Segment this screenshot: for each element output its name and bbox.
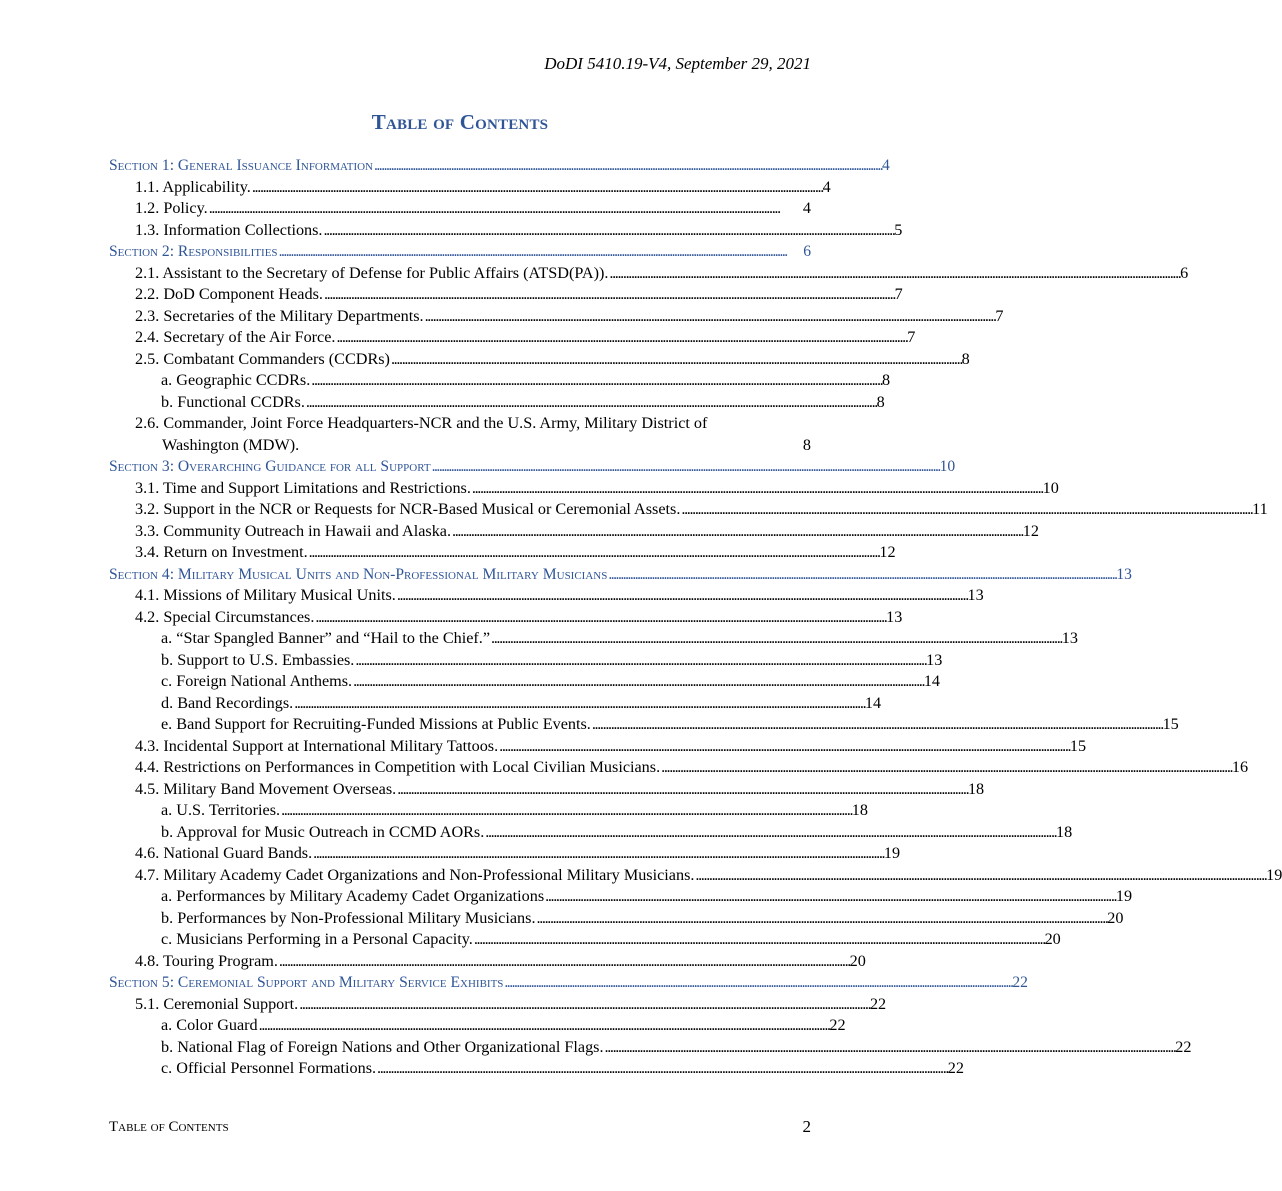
toc-entry-text: 2.5. Combatant Commanders (CCDRs) (135, 349, 390, 368)
toc-entry-text: 1.1. Applicability. (135, 177, 251, 196)
dot-leader (425, 306, 995, 328)
toc-entry-text: 2.4. Secretary of the Air Force. (135, 328, 336, 346)
toc-entry-text: 3.1. Time and Support Limitations and Restrictions. (135, 478, 471, 497)
toc-section-entry[interactable] (109, 564, 1132, 586)
toc-page-number: 15 (1162, 715, 1179, 733)
toc-page-number: 4 (802, 199, 811, 217)
toc-entry-text: 4.7. Military Academy Cadet Organizations and Non-Professional Military Musicians. (135, 865, 695, 884)
toc-entry-text: Section 4: Military Musical Units and Non-Professional Military Musicians (109, 565, 608, 583)
toc-entry-text: Section 2: Responsibilities (109, 243, 278, 260)
dot-leader (391, 349, 961, 371)
toc-entry-text: 4.1. Missions of Military Musical Units. (135, 586, 396, 604)
dot-leader (537, 908, 1107, 930)
toc-page-number: 8 (961, 349, 970, 368)
dot-leader (397, 585, 967, 607)
toc-entry-text-continued: Washington (MDW). (162, 435, 300, 454)
toc-entry-text: c. Official Personnel Formations. (161, 1059, 377, 1077)
toc-entry[interactable] (109, 306, 1004, 328)
toc-entry-text: 4.5. Military Band Movement Overseas. (135, 779, 397, 798)
toc-page-number: 16 (1231, 758, 1249, 776)
toc-entry-text: b. National Flag of Foreign Nations and Other Organizational Flags. (161, 1037, 604, 1056)
toc-entry[interactable] (109, 1015, 846, 1037)
toc-entry-text: c. Foreign National Anthems. (161, 672, 353, 690)
toc-entry[interactable] (109, 284, 903, 306)
dot-leader (609, 263, 1179, 285)
toc-entry[interactable] (109, 886, 1133, 908)
toc-entry-text: a. Geographic CCDRs. (161, 371, 311, 389)
dot-leader (252, 177, 822, 199)
toc-entry[interactable] (109, 263, 1189, 285)
toc-entry[interactable] (109, 865, 1282, 887)
toc-entry-text: b. Approval for Music Outreach in CCMD AORs. (161, 822, 485, 841)
dot-leader (592, 714, 1162, 736)
toc-page-number: 8 (876, 392, 885, 411)
toc-page-number: 18 (851, 801, 868, 819)
dot-leader (472, 478, 1042, 500)
toc-entry[interactable] (109, 994, 887, 1016)
dot-leader (377, 1058, 947, 1080)
dot-leader (279, 241, 803, 263)
toc-entry-text: 2.3. Secretaries of the Military Departments. (135, 306, 424, 325)
toc-entry-text: 4.2. Special Circumstances. (135, 607, 315, 626)
dot-leader (485, 822, 1055, 844)
dot-leader (605, 1037, 1175, 1059)
dot-leader (695, 865, 1265, 887)
dot-leader (504, 972, 1011, 994)
toc-entry-text: Section 3: Overarching Guidance for all Support (109, 458, 431, 475)
dot-leader (397, 779, 967, 801)
table-of-contents (109, 155, 1282, 1080)
toc-entry-text: d. Band Recordings. (161, 693, 294, 712)
toc-page-number: 8 (882, 371, 891, 389)
dot-leader (311, 370, 881, 392)
toc-page-number: 13 (886, 607, 903, 626)
toc-entry-text: 1.2. Policy. (135, 199, 208, 217)
toc-page-number: 13 (1061, 629, 1078, 647)
toc-entry-text: Section 5: Ceremonial Support and Military Service Exhibits (109, 974, 504, 991)
toc-entry[interactable] (109, 714, 1179, 736)
toc-entry-text: 1.3. Information Collections. (135, 220, 323, 239)
toc-page-number: 5 (894, 220, 903, 239)
toc-page-number: 14 (923, 672, 940, 690)
toc-entry[interactable] (109, 1058, 964, 1080)
toc-page-number: 11 (1252, 500, 1268, 518)
toc-entry-text: 4.3. Incidental Support at International Military Tattoos. (135, 736, 499, 755)
toc-entry-text: e. Band Support for Recruiting-Funded Missions at Public Events. (161, 715, 591, 733)
dot-leader (259, 1015, 829, 1037)
toc-page-number: 14 (864, 693, 882, 712)
toc-entry-text: b. Performances by Non-Professional Military Musicians. (161, 908, 536, 927)
toc-entry-text: 3.4. Return on Investment. (135, 543, 308, 561)
toc-entry-text: 4.4. Restrictions on Performances in Competition with Local Civilian Musicians. (135, 758, 661, 776)
toc-page-number: 22 (1175, 1037, 1192, 1056)
dot-leader (309, 542, 879, 564)
toc-page-number: 7 (894, 285, 903, 303)
footer-page-number: 2 (802, 1117, 811, 1136)
dot-leader (681, 499, 1251, 521)
toc-page-number: 4 (822, 177, 831, 196)
dot-leader (209, 198, 802, 220)
toc-entry[interactable] (109, 413, 811, 456)
toc-entry[interactable] (109, 843, 901, 865)
toc-page-number: 13 (967, 586, 984, 604)
toc-entry[interactable] (109, 198, 811, 220)
dot-leader (608, 564, 1115, 586)
toc-page-number: 22 (869, 994, 887, 1013)
dot-leader (324, 284, 894, 306)
toc-entry-text: 2.6. Commander, Joint Force Headquarters-NCR and the U.S. Army, Military District of (135, 414, 708, 432)
toc-page-number: 4 (881, 157, 890, 174)
dot-leader (313, 843, 883, 865)
toc-page-number: 6 (1180, 263, 1189, 282)
toc-entry[interactable] (109, 800, 868, 822)
toc-page-number: 18 (967, 779, 985, 798)
toc-page-number: 15 (1069, 736, 1087, 755)
toc-entry[interactable] (109, 327, 916, 349)
toc-page-number: 13 (926, 650, 943, 669)
toc-entry[interactable] (109, 392, 885, 414)
toc-page-number: 19 (1266, 865, 1282, 884)
page-title: Table of Contents (371, 110, 549, 134)
toc-page-number: 22 (829, 1016, 846, 1034)
dot-leader (355, 650, 925, 672)
toc-entry-text: b. Functional CCDRs. (161, 392, 305, 411)
toc-page-number: 22 (947, 1059, 964, 1077)
dot-leader (315, 607, 885, 629)
toc-entry-text: Section 1: General Issuance Information (109, 157, 373, 174)
toc-section-entry[interactable] (109, 155, 890, 177)
toc-page-number: 20 (1044, 930, 1061, 948)
toc-page-number: 10 (1042, 478, 1059, 497)
toc-entry-text: a. U.S. Territories. (161, 801, 281, 819)
dot-leader (545, 886, 1115, 908)
toc-page-number: 6 (803, 243, 811, 260)
toc-entry-text: 4.6. National Guard Bands. (135, 844, 313, 862)
toc-entry-text: c. Musicians Performing in a Personal Capacity. (161, 930, 473, 948)
toc-entry[interactable] (109, 822, 1073, 844)
toc-entry[interactable] (109, 779, 985, 801)
dot-leader (491, 628, 1061, 650)
toc-page-number: 18 (1056, 822, 1073, 841)
toc-page-number: 20 (849, 951, 866, 970)
toc-page-number: 12 (1022, 521, 1039, 540)
toc-entry-text: a. Performances by Military Academy Cadet Organizations (161, 887, 545, 905)
toc-entry[interactable] (109, 628, 1078, 650)
toc-entry[interactable] (109, 521, 1039, 543)
toc-entry-text: 4.8. Touring Program. (135, 951, 278, 970)
toc-page-number: 22 (1012, 974, 1028, 991)
toc-page-number: 19 (883, 844, 901, 862)
toc-entry[interactable] (109, 370, 891, 392)
toc-entry[interactable] (109, 585, 984, 607)
toc-entry[interactable] (109, 693, 882, 715)
toc-page-number: 7 (907, 328, 916, 346)
toc-page-number: 20 (1107, 908, 1124, 927)
dot-leader (336, 327, 906, 349)
toc-entry-text: 2.1. Assistant to the Secretary of Defense for Public Affairs (ATSD(PA)). (135, 263, 609, 282)
footer-label: Table of Contents (109, 1119, 229, 1135)
toc-entry[interactable] (109, 349, 970, 371)
toc-entry[interactable] (109, 177, 831, 199)
toc-entry-text: b. Support to U.S. Embassies. (161, 650, 355, 669)
toc-entry[interactable] (109, 736, 1087, 758)
toc-entry[interactable] (109, 607, 903, 629)
toc-section-entry[interactable] (109, 241, 811, 263)
toc-entry[interactable] (109, 499, 1268, 521)
toc-entry[interactable] (109, 478, 1059, 500)
toc-entry[interactable] (109, 908, 1124, 930)
dot-leader (323, 220, 893, 242)
toc-page-number: 12 (879, 543, 896, 561)
toc-entry-text: 5.1. Ceremonial Support. (135, 994, 299, 1013)
dot-leader (432, 456, 939, 478)
toc-entry[interactable] (109, 671, 940, 693)
dot-leader (374, 155, 881, 177)
dot-leader (474, 929, 1044, 951)
toc-entry-text: 3.3. Community Outreach in Hawaii and Alaska. (135, 521, 452, 540)
toc-entry[interactable] (109, 542, 896, 564)
toc-entry-text: 2.2. DoD Component Heads. (135, 285, 323, 303)
toc-section-entry[interactable] (109, 456, 956, 478)
toc-entry[interactable] (109, 929, 1061, 951)
toc-page-number: 13 (1116, 565, 1132, 583)
toc-page-number: 7 (995, 306, 1004, 325)
toc-entry-text: a. Color Guard (161, 1016, 258, 1034)
dot-leader (499, 736, 1069, 758)
dot-leader (353, 671, 923, 693)
dot-leader (452, 521, 1022, 543)
dot-leader (281, 800, 851, 822)
dot-leader (299, 994, 869, 1016)
toc-entry[interactable] (109, 220, 903, 242)
toc-entry-text: 3.2. Support in the NCR or Requests for NCR-Based Musical or Ceremonial Assets. (135, 500, 681, 518)
toc-entry[interactable] (109, 1037, 1192, 1059)
toc-page-number: 10 (939, 458, 956, 475)
toc-entry[interactable] (109, 757, 1249, 779)
document-id-header: DoDI 5410.19-V4, September 29, 2021 (544, 54, 811, 73)
toc-entry-text: a. “Star Spangled Banner” and “Hail to the Chief.” (161, 629, 491, 647)
toc-entry[interactable] (109, 650, 943, 672)
dot-leader (661, 757, 1231, 779)
dot-leader (306, 392, 876, 414)
toc-page-number: 19 (1115, 887, 1133, 905)
toc-entry[interactable] (109, 951, 866, 973)
dot-leader (279, 951, 849, 973)
dot-leader (294, 693, 864, 715)
toc-section-entry[interactable] (109, 972, 1028, 994)
toc-page-number: 8 (802, 435, 811, 454)
